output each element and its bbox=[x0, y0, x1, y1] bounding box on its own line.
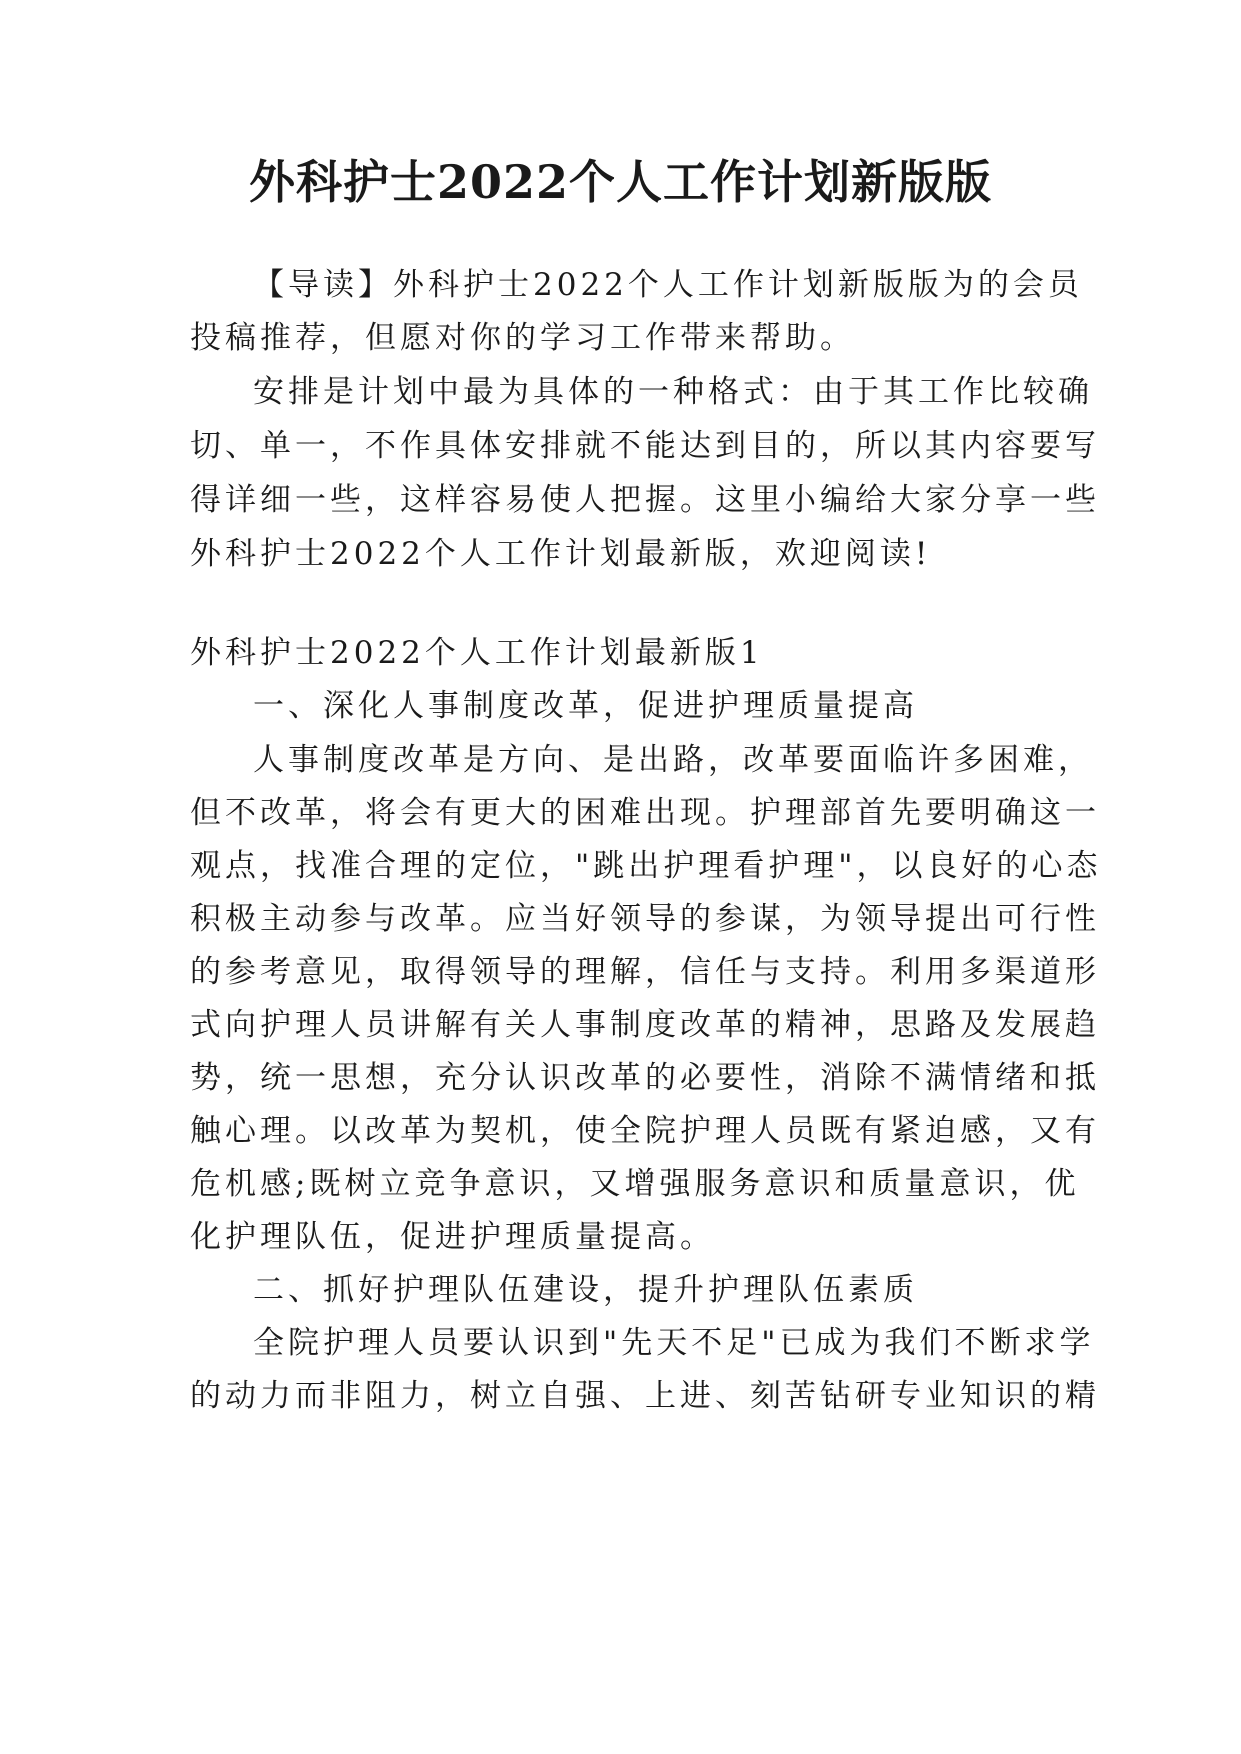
para-2-line-1: 全院护理人员要认识到"先天不足"已成为我们不断求学 bbox=[253, 1325, 1095, 1361]
section-title: 外科护士2022个人工作计划最新版1 bbox=[190, 635, 764, 671]
para-1-line-5: 的参考意见，取得领导的理解，信任与支持。利用多渠道形 bbox=[190, 954, 1100, 990]
heading-1: 一、深化人事制度改革，促进护理质量提高 bbox=[253, 688, 918, 724]
arrangement-line-4: 外科护士2022个人工作计划最新版，欢迎阅读! bbox=[190, 536, 932, 572]
arrangement-line-2: 切、单一，不作具体安排就不能达到目的，所以其内容要写 bbox=[190, 428, 1100, 464]
para-1-line-2: 但不改革，将会有更大的困难出现。护理部首先要明确这一 bbox=[190, 795, 1100, 831]
para-1-line-10: 化护理队伍，促进护理质量提高。 bbox=[190, 1219, 715, 1255]
para-1-line-1: 人事制度改革是方向、是出路，改革要面临许多困难， bbox=[253, 742, 1093, 778]
para-1-line-9: 危机感;既树立竞争意识，又增强服务意识和质量意识，优 bbox=[190, 1166, 1080, 1202]
heading-2: 二、抓好护理队伍建设，提升护理队伍素质 bbox=[253, 1272, 918, 1308]
intro-line-1: 【导读】外科护士2022个人工作计划新版版为的会员 bbox=[253, 267, 1083, 303]
document-title: 外科护士2022个人工作计划新版版 bbox=[248, 155, 993, 209]
para-1-line-7: 势，统一思想，充分认识改革的必要性，消除不满情绪和抵 bbox=[190, 1060, 1100, 1096]
arrangement-line-1: 安排是计划中最为具体的一种格式：由于其工作比较确 bbox=[253, 374, 1093, 410]
para-1-line-3: 观点，找准合理的定位，"跳出护理看护理"，以良好的心态 bbox=[190, 848, 1102, 884]
para-1-line-6: 式向护理人员讲解有关人事制度改革的精神，思路及发展趋 bbox=[190, 1007, 1100, 1043]
para-2-line-2: 的动力而非阻力，树立自强、上进、刻苦钻研专业知识的精 bbox=[190, 1378, 1100, 1414]
intro-line-2: 投稿推荐，但愿对你的学习工作带来帮助。 bbox=[190, 320, 855, 356]
arrangement-line-3: 得详细一些，这样容易使人把握。这里小编给大家分享一些 bbox=[190, 482, 1100, 518]
para-1-line-8: 触心理。以改革为契机，使全院护理人员既有紧迫感，又有 bbox=[190, 1113, 1100, 1149]
para-1-line-4: 积极主动参与改革。应当好领导的参谋，为领导提出可行性 bbox=[190, 901, 1100, 937]
